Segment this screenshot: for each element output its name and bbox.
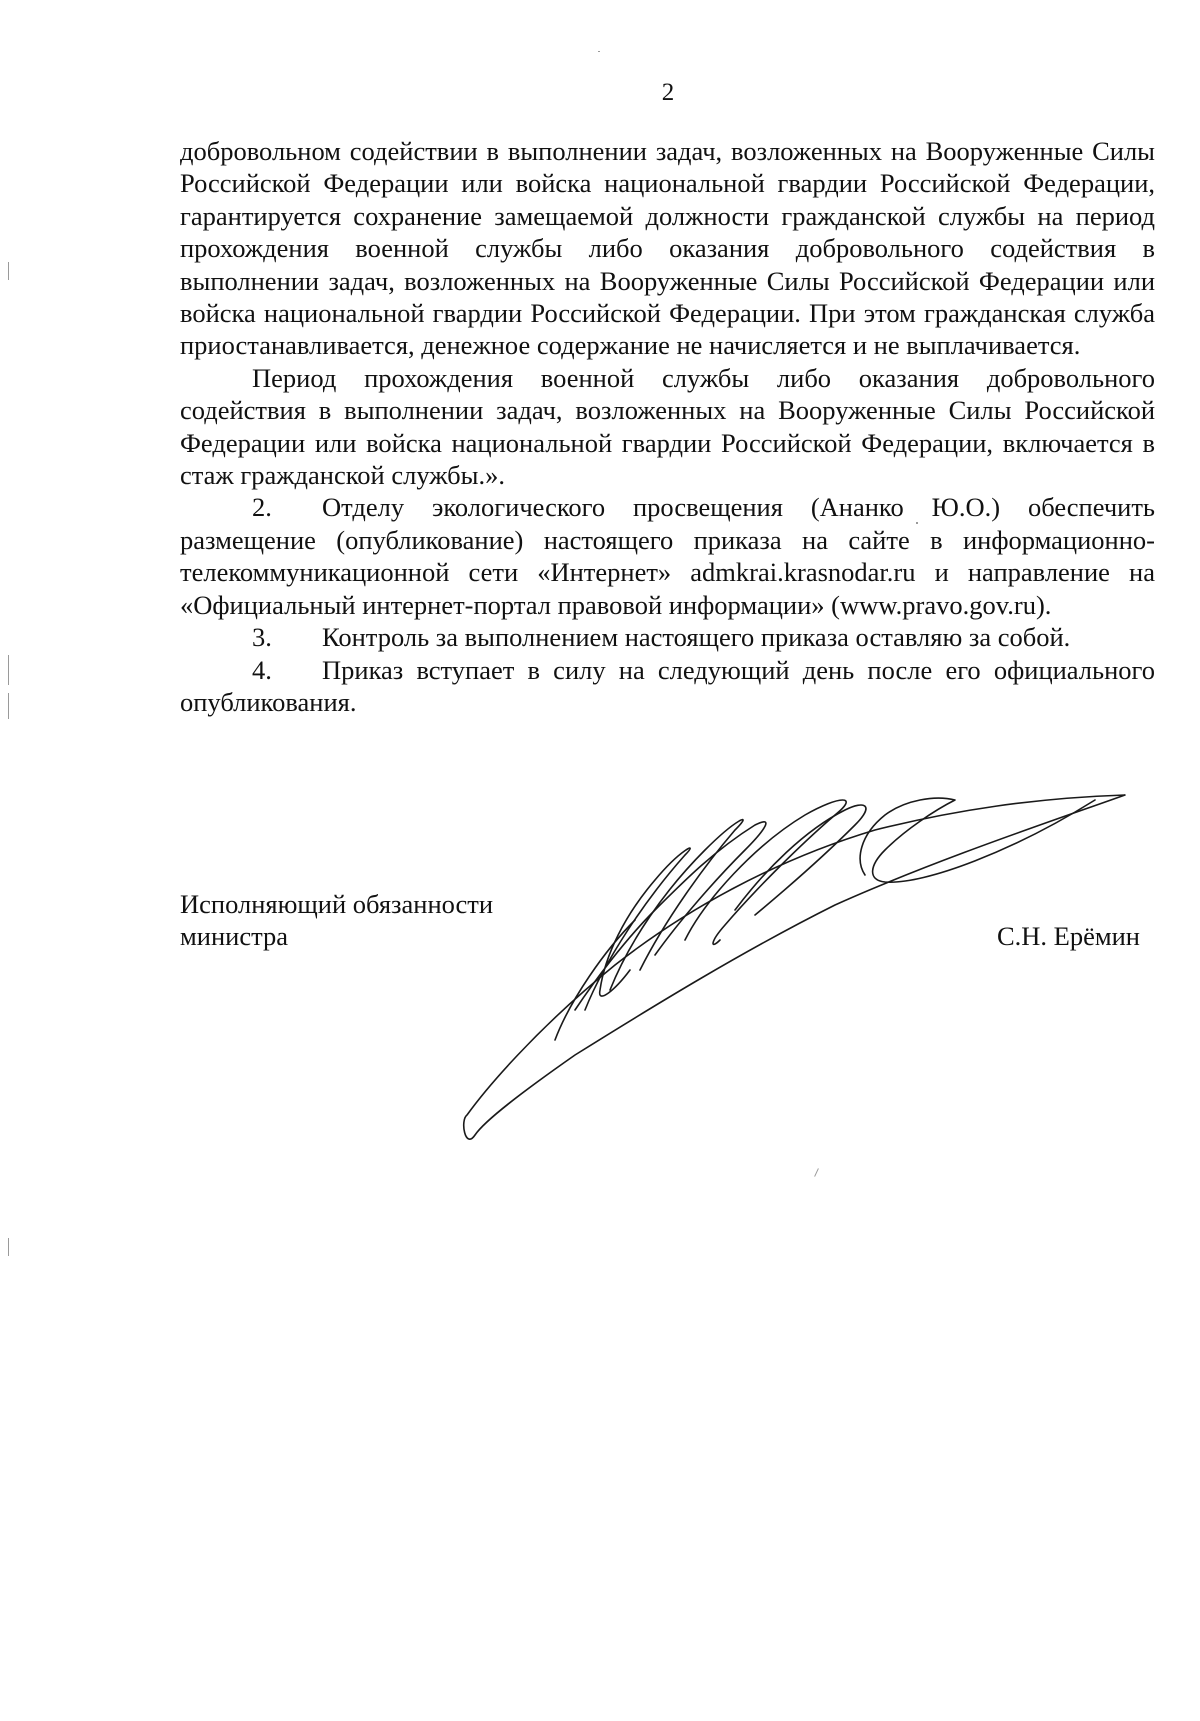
scan-artifact bbox=[814, 1168, 819, 1177]
item-text: Контроль за выполнением настоящего приказа оставляю за собой. bbox=[322, 622, 1071, 653]
scan-artifact bbox=[916, 522, 918, 524]
item-number: 4. bbox=[252, 654, 272, 685]
list-item bbox=[180, 654, 1155, 719]
handwritten-signature bbox=[455, 790, 1135, 1150]
scan-artifact bbox=[8, 655, 9, 685]
signature-stroke bbox=[464, 795, 1125, 1139]
scan-artifact bbox=[8, 262, 9, 280]
paragraph-continued: добровольном содействии в выполнении задач, возложенных на Вооруженные Силы Российской Федерации или войска национальной гвардии Российской Федерации, гарантируется сохранение замещаемой должности гражданской службы на период прохождения военной службы либо оказания добровольного содействия в выполнении задач, возложенных на Вооруженные Силы Российской Федерации или войска национальной гвардии Российской Федерации. При этом гражданская служба приостанавливается, денежное содержание не начисляется и не выплачивается. bbox=[180, 136, 1155, 361]
signature-stroke bbox=[860, 798, 1095, 882]
item-text: Отделу экологического просвещения (Ананко Ю.О.) обеспечить размещение (опубликование) настоящего приказа на сайте в информационно-телекоммуникационной сети «Интернет» admkrai.krasnodar.ru и направление на «Официальный интернет-портал правовой информации» (www.pravo.gov.ru). bbox=[180, 492, 1155, 620]
list-item bbox=[180, 621, 1155, 653]
item-text: Приказ вступает в силу на следующий день после его официального опубликования. bbox=[180, 654, 1155, 717]
scan-artifact bbox=[8, 693, 9, 719]
page-number: 2 bbox=[661, 79, 675, 106]
scan-artifact bbox=[8, 1238, 9, 1256]
item-number: 2. bbox=[252, 492, 272, 523]
list-item bbox=[180, 491, 1155, 621]
signature-stroke bbox=[735, 805, 866, 915]
signer-title bbox=[180, 888, 493, 952]
item-number: 3. bbox=[252, 622, 272, 653]
scan-artifact bbox=[598, 51, 600, 52]
document-body bbox=[180, 135, 1155, 718]
signer-title-line: Исполняющий обязанности bbox=[180, 889, 494, 919]
signer-title-line: министра bbox=[180, 921, 288, 951]
signature-stroke bbox=[610, 820, 743, 990]
paragraph-service-period: Период прохождения военной службы либо оказания добровольного содействия в выполнении задач, возложенных на Вооруженные Силы Российской Федерации или войска национальной гвардии Российской Федерации, включается в стаж гражданской службы.». bbox=[180, 362, 1155, 491]
signer-name: С.Н. Ерёмин bbox=[996, 921, 1140, 951]
